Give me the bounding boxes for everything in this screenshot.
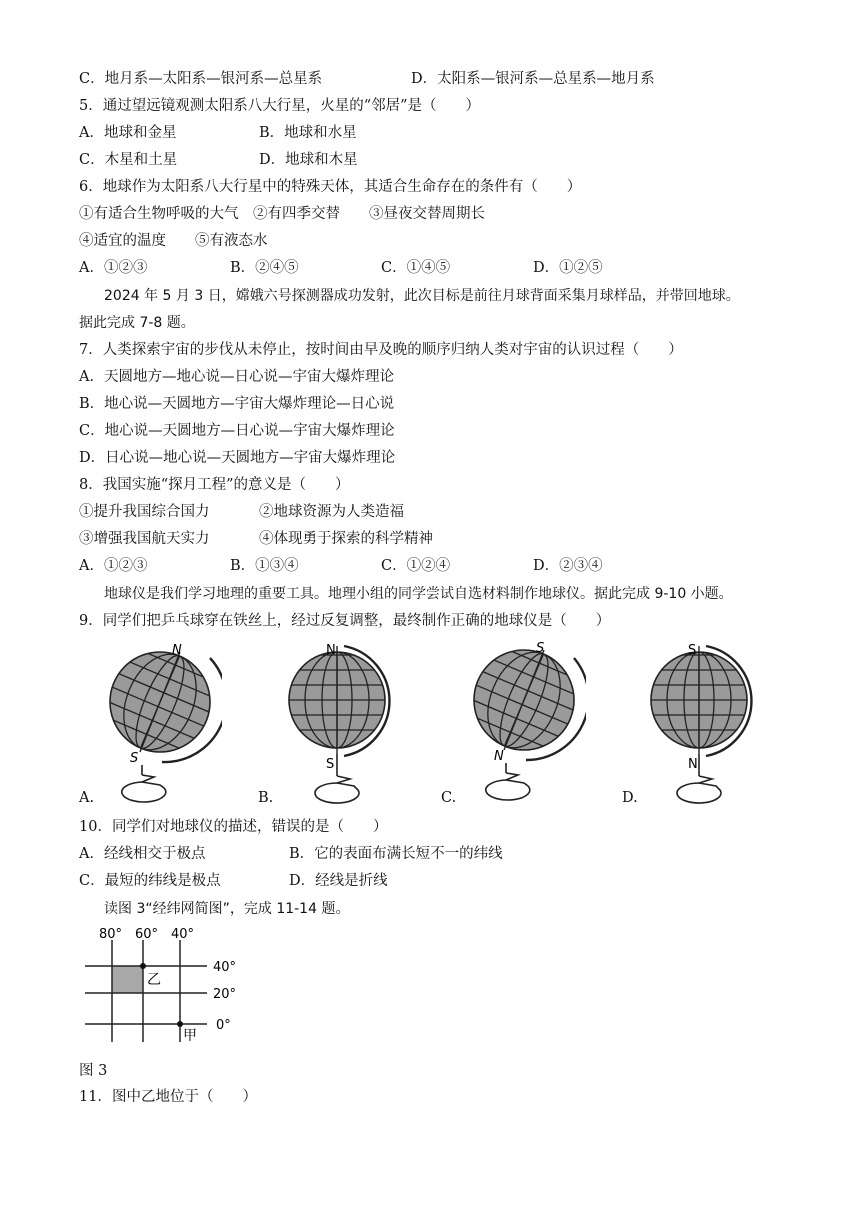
q6-option-a: A．①②③: [79, 260, 148, 276]
q6-option-b: B．②④⑤: [230, 260, 299, 276]
q7-option-d: D．日心说—地心说—天圆地方—宇宙大爆炸理论: [79, 450, 396, 466]
lat-label-0: 0°: [216, 1018, 231, 1033]
q6-items-2: ④适宜的温度 ⑤有液态水: [79, 233, 268, 249]
q5-option-b: B．地球和水星: [259, 125, 357, 141]
globe-option-c: [466, 640, 586, 805]
q5-option-c: C．木星和土星: [79, 152, 178, 168]
q6-option-d: D．①②⑤: [533, 260, 603, 276]
point-yi-dot: [140, 963, 146, 969]
globe-option-a: [102, 640, 222, 805]
globe-b-bottom-pole: S: [326, 757, 335, 772]
q8-stem: 8．我国实施“探月工程”的意义是（ ）: [79, 477, 350, 493]
q10-option-b: B．它的表面布满长短不一的纬线: [289, 846, 503, 862]
q5-option-a: A．地球和金星: [79, 125, 177, 141]
q8-item-1: ①提升我国综合国力: [79, 504, 210, 520]
point-jia-dot: [177, 1021, 183, 1027]
q10-option-a: A．经线相交于极点: [79, 846, 206, 862]
q7-stem: 7．人类探索宇宙的步伐从未停止，按时间由早及晚的顺序归纳人类对宇宙的认识过程（ ）: [79, 342, 683, 358]
globe-c-top-pole: S: [536, 641, 545, 656]
lat-label-20: 20°: [213, 987, 237, 1002]
globe-c-bottom-pole: N: [494, 749, 504, 764]
passage-9-10: 地球仪是我们学习地理的重要工具。地理小组的同学尝试自选材料制作地球仪。据此完成 9-10 小题。: [104, 586, 733, 602]
q8-item-2: ②地球资源为人类造福: [259, 504, 404, 520]
globe-d-bottom-pole: N: [688, 757, 698, 772]
q7-option-a: A．天圆地方—地心说—日心说—宇宙大爆炸理论: [79, 369, 394, 385]
q10-option-d: D．经线是折线: [289, 873, 388, 889]
q10-stem: 10．同学们对地球仪的描述，错误的是（ ）: [79, 819, 388, 835]
globe-a-top-pole: N: [172, 643, 182, 658]
globe-b-top-pole: N: [326, 643, 336, 658]
q6-option-c: C．①④⑤: [381, 260, 451, 276]
q4-option-c: C．地月系—太阳系—银河系—总星系: [79, 71, 323, 87]
q7-option-b: B．地心说—天圆地方—宇宙大爆炸理论—日心说: [79, 396, 395, 412]
q8-item-3: ③增强我国航天实力: [79, 531, 210, 547]
q9-stem: 9．同学们把乒乓球穿在铁丝上，经过反复调整，最终制作正确的地球仪是（ ）: [79, 613, 611, 629]
q8-item-4: ④体现勇于探索的科学精神: [259, 531, 433, 547]
lon-label-60: 60°: [135, 927, 159, 942]
q6-stem: 6．地球作为太阳系八大行星中的特殊天体，其适合生命存在的条件有（ ）: [79, 179, 582, 195]
q8-option-b: B．①③④: [230, 558, 299, 574]
figure3-graticule: [79, 924, 259, 1064]
globe-d-top-pole: S: [688, 643, 697, 658]
q7-option-c: C．地心说—天圆地方—日心说—宇宙大爆炸理论: [79, 423, 395, 439]
globe-c-label: C.: [441, 790, 457, 806]
lon-label-80: 80°: [99, 927, 123, 942]
q8-option-c: C．①②④: [381, 558, 451, 574]
q8-option-d: D．②③④: [533, 558, 603, 574]
passage-11-14: 读图 3“经纬网简图”，完成 11-14 题。: [104, 901, 350, 917]
q8-option-a: A．①②③: [79, 558, 148, 574]
shaded-area: [112, 966, 143, 993]
globe-option-b: [282, 640, 402, 805]
q10-option-c: C．最短的纬线是极点: [79, 873, 221, 889]
q6-items-1: ①有适合生物呼吸的大气 ②有四季交替 ③昼夜交替周期长: [79, 206, 485, 222]
q5-stem: 5．通过望远镜观测太阳系八大行星，火星的“邻居”是（ ）: [79, 98, 481, 114]
lon-label-40: 40°: [171, 927, 195, 942]
figure3-caption: 图 3: [79, 1063, 108, 1079]
globe-a-label: A.: [79, 790, 95, 806]
point-jia-label: 甲: [183, 1028, 197, 1044]
q4-option-d: D．太阳系—银河系—总星系—地月系: [411, 71, 655, 87]
passage-7-8-line2: 据此完成 7-8 题。: [79, 315, 195, 331]
lat-label-40: 40°: [213, 960, 237, 975]
q5-option-d: D．地球和木星: [259, 152, 358, 168]
globe-option-d: [644, 640, 764, 805]
q11-stem: 11．图中乙地位于（ ）: [79, 1089, 257, 1105]
passage-7-8-line1: 2024 年 5 月 3 日，嫦娥六号探测器成功发射，此次目标是前往月球背面采集月球样品，并带回地球。: [104, 288, 740, 304]
globe-d-label: D.: [622, 790, 638, 806]
globe-a-bottom-pole: S: [130, 751, 139, 766]
globe-b-label: B.: [258, 790, 274, 806]
point-yi-label: 乙: [147, 972, 161, 988]
